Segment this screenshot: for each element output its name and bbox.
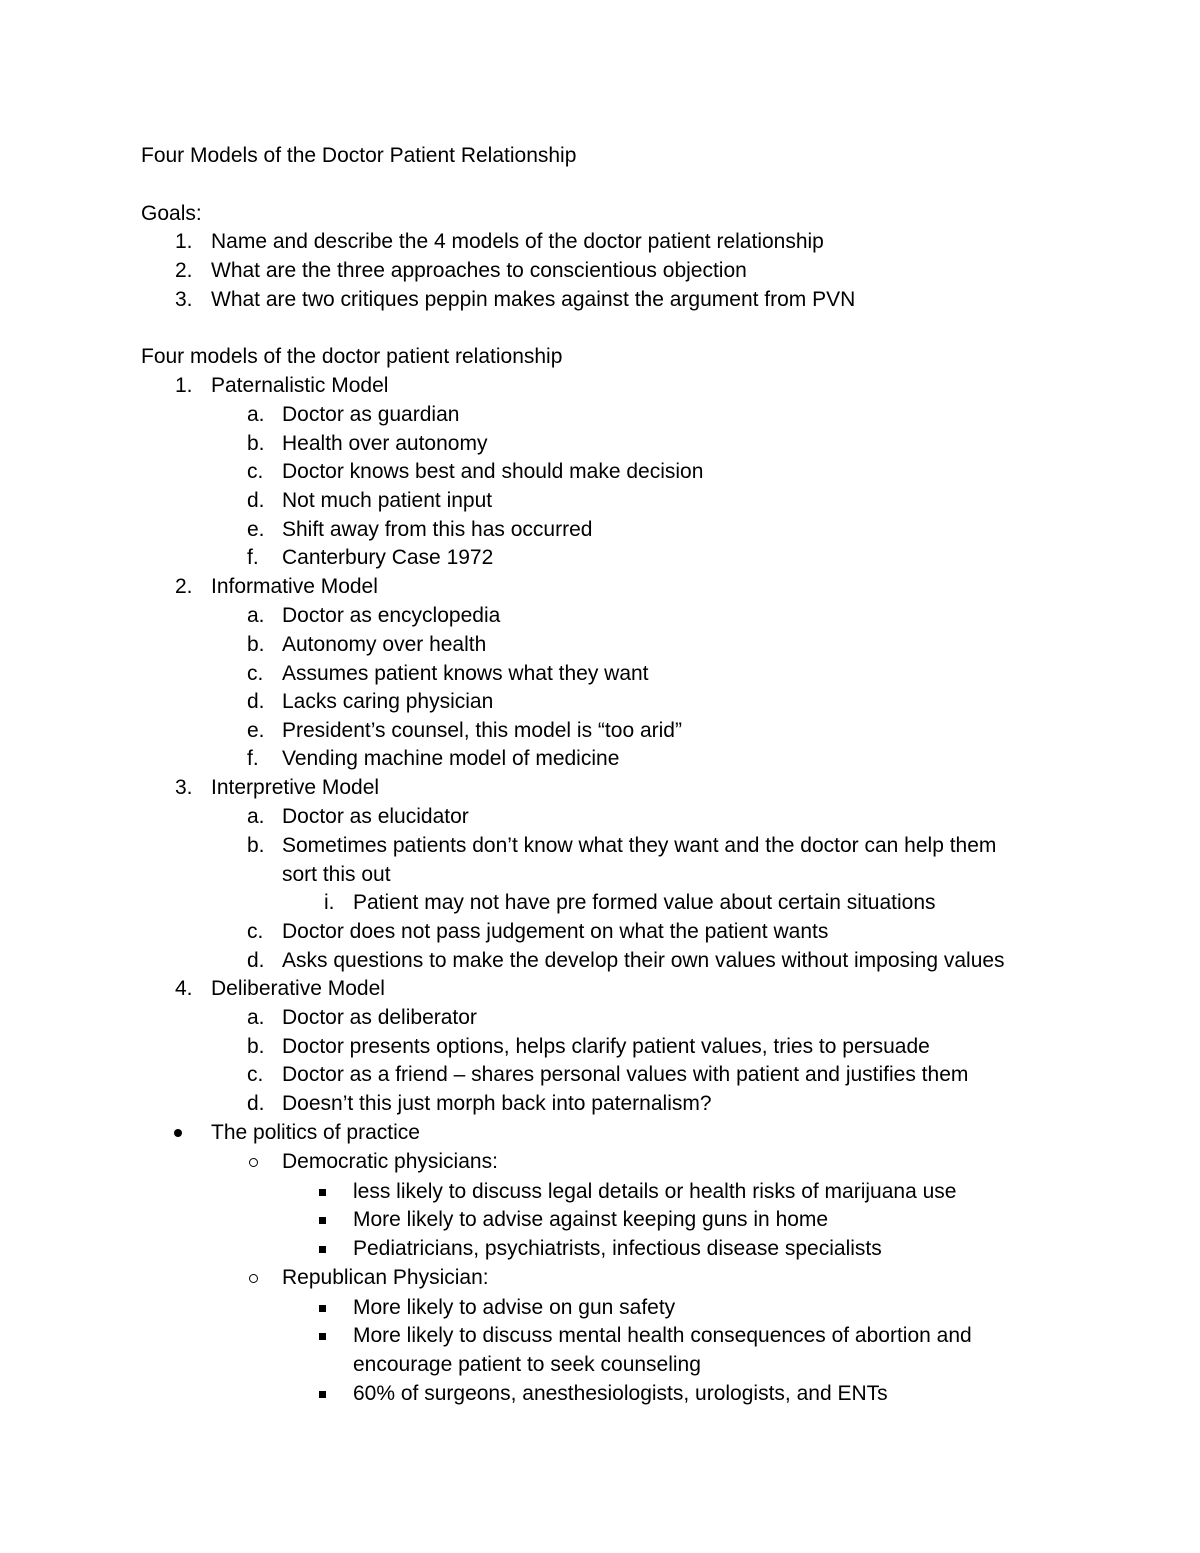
politics-item: More likely to advise against keeping guns in home bbox=[141, 1206, 1041, 1234]
model-point: c. Doctor knows best and should make decision bbox=[247, 460, 704, 483]
goal-item: 2. What are the three approaches to conscientious objection bbox=[175, 259, 747, 282]
politics-item: More likely to advise on gun safety bbox=[141, 1294, 1041, 1322]
model-point: c. Doctor as a friend – shares personal values with patient and justifies them bbox=[247, 1063, 969, 1086]
politics-item: 60% of surgeons, anesthesiologists, urologists, and ENTs bbox=[141, 1380, 1041, 1408]
model-point: d. Lacks caring physician bbox=[247, 690, 494, 713]
model-title: 3. Interpretive Model bbox=[175, 776, 380, 799]
model-point: b. Autonomy over health bbox=[247, 633, 487, 656]
square-bullet-icon bbox=[319, 1333, 326, 1340]
model-point: a. Doctor as deliberator bbox=[247, 1006, 477, 1029]
model-point: e. Shift away from this has occurred bbox=[247, 518, 593, 541]
goal-item: 1. Name and describe the 4 models of the doctor patient relationship bbox=[175, 230, 824, 253]
square-bullet-icon bbox=[319, 1217, 326, 1224]
politics-group-title: Democratic physicians: bbox=[141, 1148, 1041, 1176]
bullet-icon bbox=[174, 1129, 182, 1137]
square-bullet-icon bbox=[319, 1391, 326, 1398]
model-point: d. Not much patient input bbox=[247, 489, 493, 512]
model-title: 2. Informative Model bbox=[175, 575, 378, 598]
square-bullet-icon bbox=[319, 1246, 326, 1253]
model-point-continuation: sort this out bbox=[282, 863, 391, 886]
model-point: f. Canterbury Case 1972 bbox=[247, 546, 494, 569]
circle-bullet-icon bbox=[249, 1158, 258, 1167]
politics-item: Pediatricians, psychiatrists, infectious disease specialists bbox=[141, 1235, 1041, 1263]
model-point: a. Doctor as encyclopedia bbox=[247, 604, 501, 627]
square-bullet-icon bbox=[319, 1189, 326, 1196]
model-point: a. Doctor as guardian bbox=[247, 403, 460, 426]
square-bullet-icon bbox=[319, 1305, 326, 1312]
circle-bullet-icon bbox=[249, 1274, 258, 1283]
model-point: d. Doesn’t this just morph back into paternalism? bbox=[247, 1092, 712, 1115]
model-point: c. Assumes patient knows what they want bbox=[247, 662, 649, 685]
document-page: Four Models of the Doctor Patient Relationship Goals: 1. Name and describe the 4 models of the doctor patient relationship 2. What are the three approaches to conscientious objection 3. What are two critiques peppin makes against the argument from PVN Four models of the doctor patient relationship 1. Paternalistic Model a. Doctor as guardian b. Health over autonomy c. Doctor knows best and should make decision d. Not much patient input e. Shift away from this has occurred f. Canterbury Case 1972 2. Informative Model a. Doctor as encyclopedia b. Autonomy over health c. Assumes patient knows what they want d. Lacks caring physician e. President’s counsel, this model is “too arid” f. Vending machine model of medicine 3. Interpretive Model a. Doctor as elucidator b. Sometimes patients don’t know what they want and the doctor can help them sort this out i. Patient may not have pre formed value about certain situations c. Doctor does not pass judgement on what the patient wants d. Asks questions to make the develop their own values without imposing values 4. Deliberative Model a. Doctor as deliberator b. Doctor presents options, helps clarify patient values, tries to persuade c. Doctor as a friend – shares personal values with patient and justifies them d. Doesn’t this just morph back into paternalism? The politics of practice Democratic physicians: less likely to discuss legal details or health risks of marijuana use More likely to advise against keeping guns in home Pediatricians, psychiatrists, infectious disease specialists Republican Physician: More likely to advise on gun safety More likely to discuss mental health consequences of abortion and encourage patient to seek counseling 60% of surgeons, anesthesiologists, urologists, and ENTs bbox=[0, 0, 1200, 1553]
model-point: b. Doctor presents options, helps clarify patient values, tries to persuade bbox=[247, 1035, 930, 1058]
model-point: e. President’s counsel, this model is “too arid” bbox=[247, 719, 682, 742]
model-point: d. Asks questions to make the develop their own values without imposing values bbox=[247, 949, 1005, 972]
model-subpoint: i. Patient may not have pre formed value about certain situations bbox=[324, 891, 936, 914]
model-point: c. Doctor does not pass judgement on what the patient wants bbox=[247, 920, 829, 943]
politics-item: less likely to discuss legal details or health risks of marijuana use bbox=[141, 1178, 1041, 1206]
politics-group-title: Republican Physician: bbox=[141, 1264, 1041, 1292]
model-point: f. Vending machine model of medicine bbox=[247, 747, 620, 770]
goal-item: 3. What are two critiques peppin makes against the argument from PVN bbox=[175, 288, 856, 311]
model-title: 1. Paternalistic Model bbox=[175, 374, 389, 397]
politics-item: More likely to discuss mental health consequences of abortion and bbox=[141, 1322, 1041, 1350]
model-point: b. Health over autonomy bbox=[247, 432, 488, 455]
model-point: b. Sometimes patients don’t know what they want and the doctor can help them bbox=[247, 834, 997, 857]
politics-item-continuation: encourage patient to seek counseling bbox=[353, 1353, 701, 1376]
model-title: 4. Deliberative Model bbox=[175, 977, 385, 1000]
politics-title: The politics of practice bbox=[141, 1119, 1041, 1147]
model-point: a. Doctor as elucidator bbox=[247, 805, 469, 828]
